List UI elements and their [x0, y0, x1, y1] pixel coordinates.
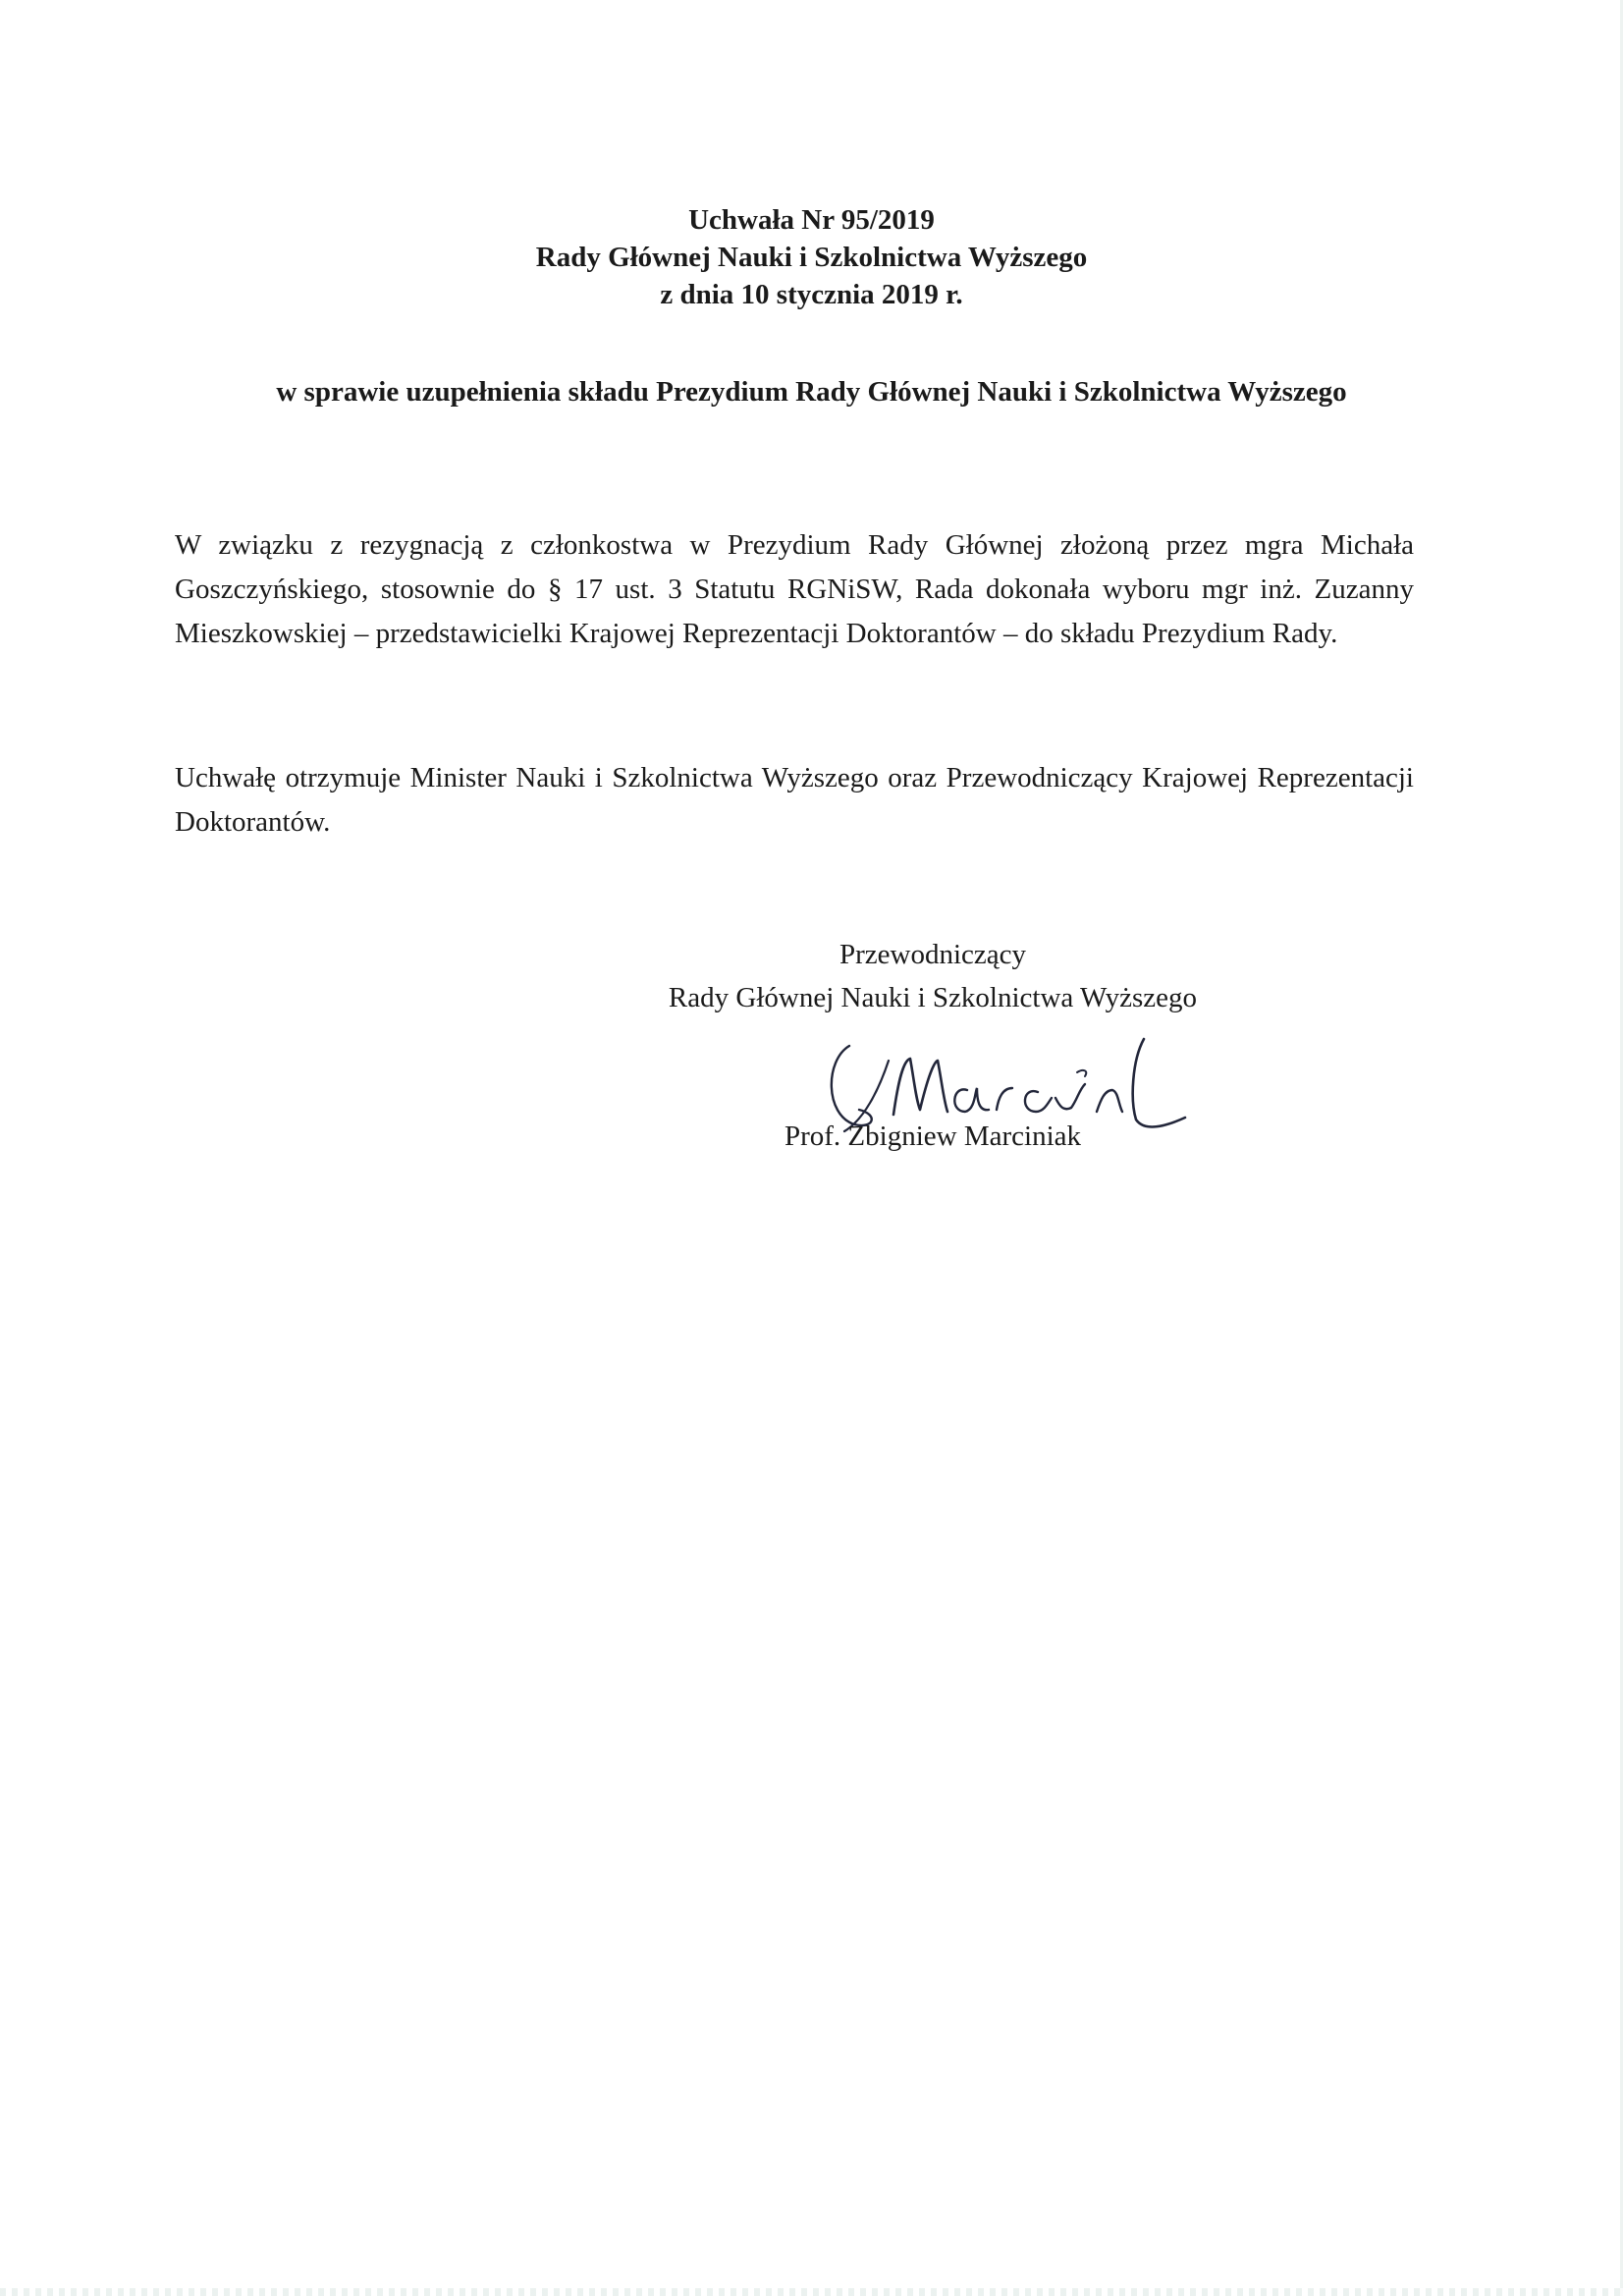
resolution-date: z dnia 10 stycznia 2019 r.	[660, 279, 963, 310]
resolution-header	[0, 201, 1623, 313]
body-paragraph-1: W związku z rezygnacją z członkostwa w Prezydium Rady Głównej złożoną przez mgra Michała Goszczyńskiego, stosownie do § 17 ust. 3 Statutu RGNiSW, Rada dokonała wyboru mgr inż. Zuzanny Mieszkowskiej – przedstawicielki Krajowej Reprezentacji Doktorantów – do składu Prezydium Rady.	[175, 529, 1414, 649]
signer-name: Prof. Zbigniew Marciniak	[784, 1121, 1081, 1152]
scan-edge-bottom	[0, 2288, 1623, 2296]
signature-title-line-2: Rady Głównej Nauki i Szkolnictwa Wyższego	[668, 982, 1198, 1013]
signature-title	[589, 933, 1276, 1019]
issuing-body: Rady Głównej Nauki i Szkolnictwa Wyższego	[535, 242, 1088, 273]
resolution-subject: w sprawie uzupełnienia składu Prezydium Rady Głównej Nauki i Szkolnictwa Wyższego	[276, 376, 1347, 408]
resolution-number: Uchwała Nr 95/2019	[688, 204, 935, 236]
signature-title-line-1: Przewodniczący	[839, 939, 1026, 970]
body-paragraph-2: Uchwałę otrzymuje Minister Nauki i Szkolnictwa Wyższego oraz Przewodniczący Krajowej Reprezentacji Doktorantów.	[175, 762, 1414, 838]
